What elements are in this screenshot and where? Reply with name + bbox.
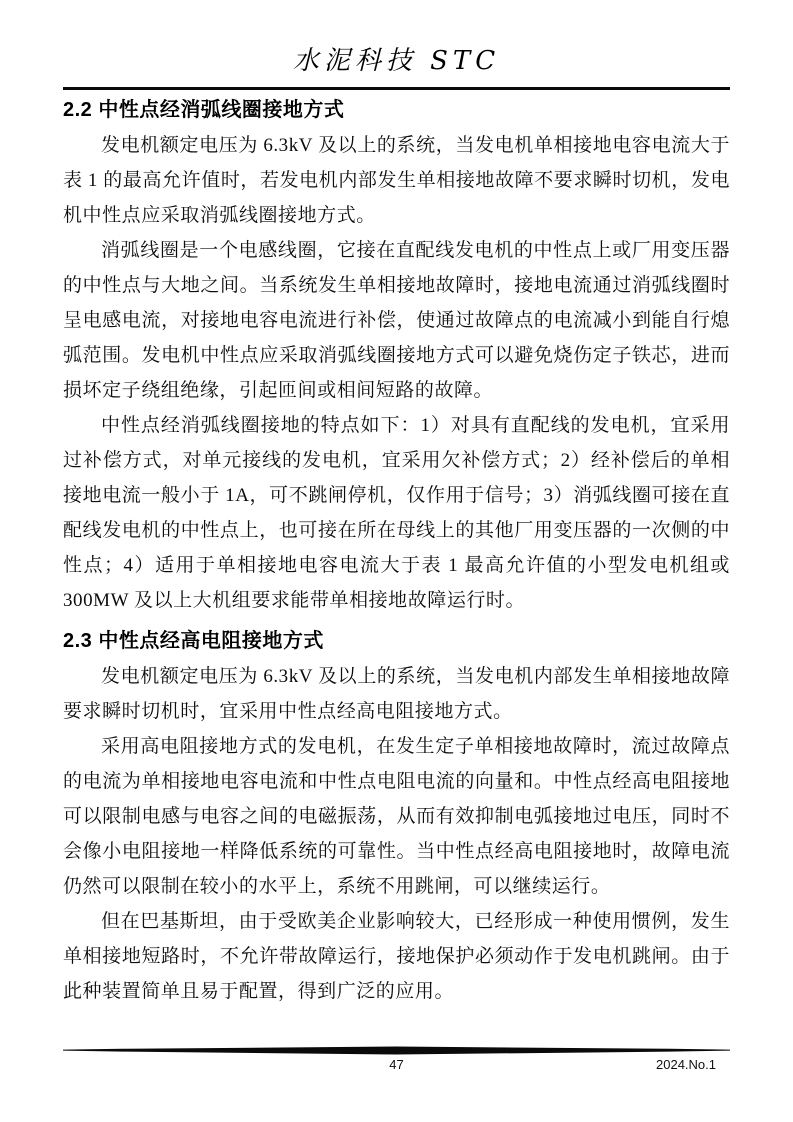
issue-label: 2024.No.1 [656,1057,716,1072]
section-heading-2-3: 2.3 中性点经高电阻接地方式 [63,630,324,652]
paragraph: 消弧线圈是一个电感线圈，它接在直配线发电机的中性点上或厂用变压器的中性点与大地之间。当系统发生单相接地故障时，接地电流通过消弧线圈时呈电感电流，对接地电容电流进行补偿，使通过故障点的电流减小到能自行熄弧范围。发电机中性点应采取消弧线圈接地方式可以避免烧伤定子铁芯，进而损坏定子绕组绝缘，引起匝间或相间短路的故障。 [63,240,730,401]
footer-meta-row [63,1057,730,1077]
paragraph: 中性点经消弧线圈接地的特点如下：1）对具有直配线的发电机，宜采用过补偿方式，对单元接线的发电机，宜采用欠补偿方式；2）经补偿后的单相接地电流一般小于 1A，可不跳闸停机，仅作用于信号；3）消弧线圈可接在直配线发电机的中性点上，也可接在所在母线上的其他厂用变压器的一次侧的中性点；4）适用于单相接地电容电流大于表 1 最高允许值的小型发电机组或 300MW 及以上大机组要求能带单相接地故障运行时。 [63,415,730,611]
section-heading-2-2: 2.2 中性点经消弧线圈接地方式 [63,99,345,121]
footer-tapered-rule [63,1046,730,1055]
paragraph: 发电机额定电压为 6.3kV 及以上的系统，当发电机单相接地电容电流大于表 1 的最高允许值时，若发电机内部发生单相接地故障不要求瞬时切机，发电机中性点应采取消弧线圈接地方式。 [63,135,730,226]
paragraph: 发电机额定电压为 6.3kV 及以上的系统，当发电机内部发生单相接地故障要求瞬时切机时，宜采用中性点经高电阻接地方式。 [63,666,730,722]
page-footer [63,1046,730,1077]
page-header [0,0,793,90]
paragraph: 但在巴基斯坦，由于受欧美企业影响较大，已经形成一种使用惯例，发生单相接地短路时，不允许带故障运行，接地保护必须动作于发电机跳闸。由于此种装置简单且易于配置，得到广泛的应用。 [63,911,730,1002]
document-body [63,93,730,1009]
header-rule [63,87,730,90]
page-number: 47 [389,1057,404,1072]
paragraph: 采用高电阻接地方式的发电机，在发生定子单相接地故障时，流过故障点的电流为单相接地电容电流和中性点电阻电流的向量和。中性点经高电阻接地可以限制电感与电容之间的电磁振荡，从而有效抑制电弧接地过电压，同时不会像小电阻接地一样降低系统的可靠性。当中性点经高电阻接地时，故障电流仍然可以限制在较小的水平上，系统不用跳闸，可以继续运行。 [63,736,730,897]
journal-title: 水泥科技 STC [292,46,501,76]
